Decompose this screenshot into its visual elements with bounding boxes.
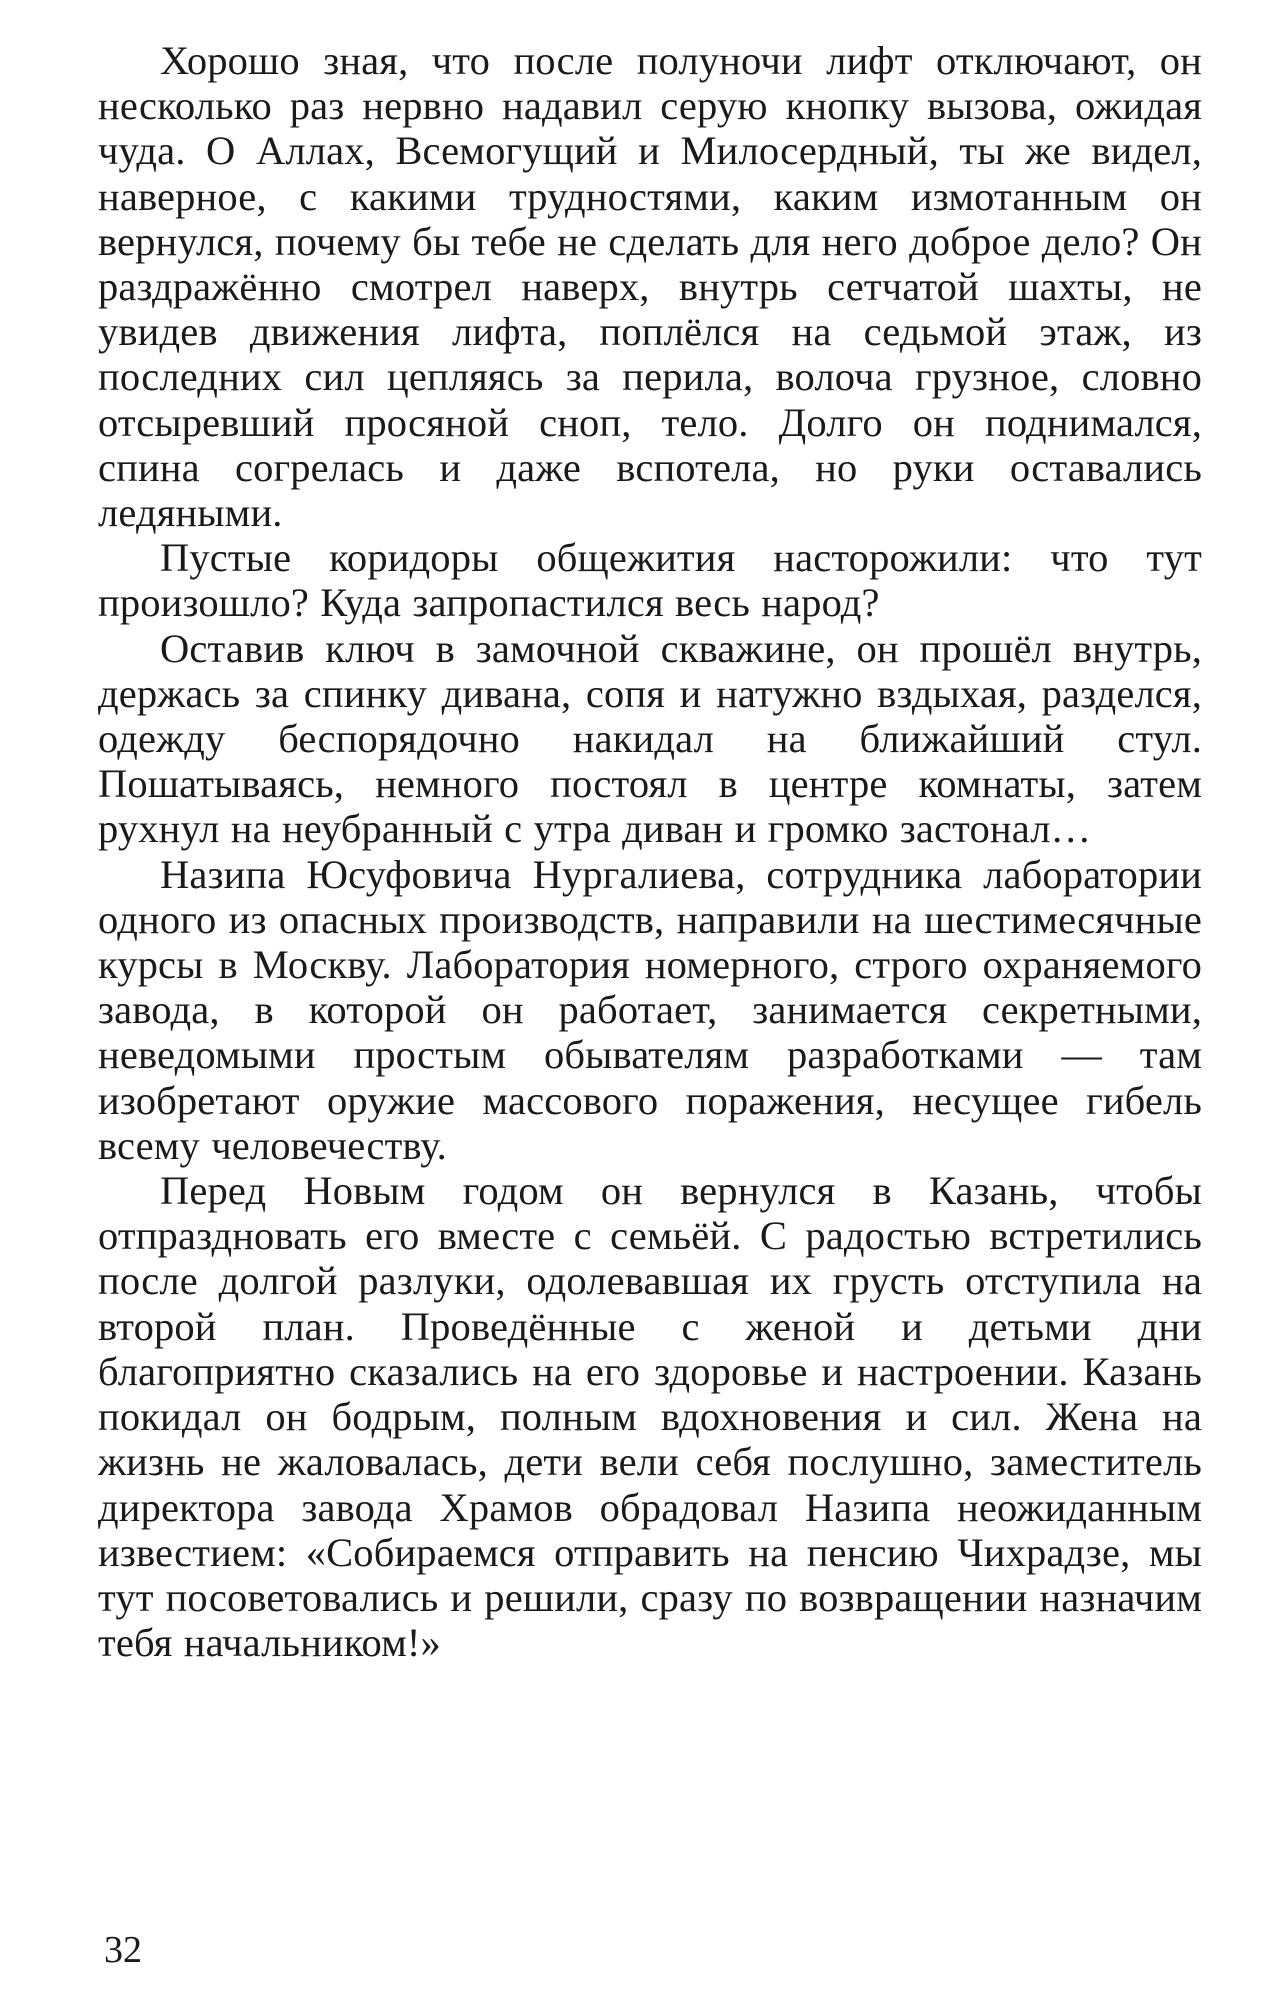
paragraph-corridors: Пустые коридоры общежития насторожили: что тут произошло? Куда запропастился весь народ? [98,535,1202,626]
paragraph-room: Оставив ключ в замочной скважине, он прошёл внутрь, держась за спинку дивана, сопя и натужно вздыхая, разделся, одежду беспорядочно накидал на ближайший стул. Пошатываясь, немного постоял в центре комнаты, затем рухнул на неубранный с утра диван и громко застонал… [98,625,1202,852]
paragraph-nazip-background: Назипа Юсуфовича Нургалиева, сотрудника лаборатории одного из опасных производств, направили на шестимесячные курсы в Москву. Лаборатория номерного, строго охраняемого завода, в которой он работает, занимается секретными, неведомыми простым обывателям разработками — там изобретают оружие массового поражения, несущее гибель всему человечеству. [98,851,1202,1168]
paragraph-new-year: Перед Новым годом он вернулся в Казань, чтобы отпраздновать его вместе с семьёй. С радостью встретились после долгой разлуки, одолевавшая их грусть отступила на второй план. Проведённые с женой и детьми дни благоприятно сказались на его здоровье и настроении. Казань покидал он бодрым, полным вдохновения и сил. Жена на жизнь не жаловалась, дети вели себя послушно, заместитель директора завода Храмов обрадовал Назипа неожиданным известием: «Собираемся отправить на пенсию Чихрадзе, мы тут посоветовались и решили, сразу по возвращении назначим тебя начальником!» [98,1168,1202,1666]
paragraph-elevator: Хорошо зная, что после полуночи лифт отключают, он несколько раз нервно надавил серую кнопку вызова, ожидая чуда. О Аллах, Всемогущий и Милосердный, ты же видел, наверное, с какими трудностями, каким измотанным он вернулся, почему бы тебе не сделать для него доброе дело? Он раздражённо смотрел наверх, внутрь сетчатой шахты, не увидев движения лифта, поплёлся на седьмой этаж, из последних сил цепляясь за перила, волоча грузное, словно отсыревший просяной сноп, тело. Долго он поднимался, спина согрелась и даже вспотела, но руки оставались ледяными. [98,38,1202,536]
page-number: 32 [104,1929,142,1971]
text-body [98,38,1202,1665]
